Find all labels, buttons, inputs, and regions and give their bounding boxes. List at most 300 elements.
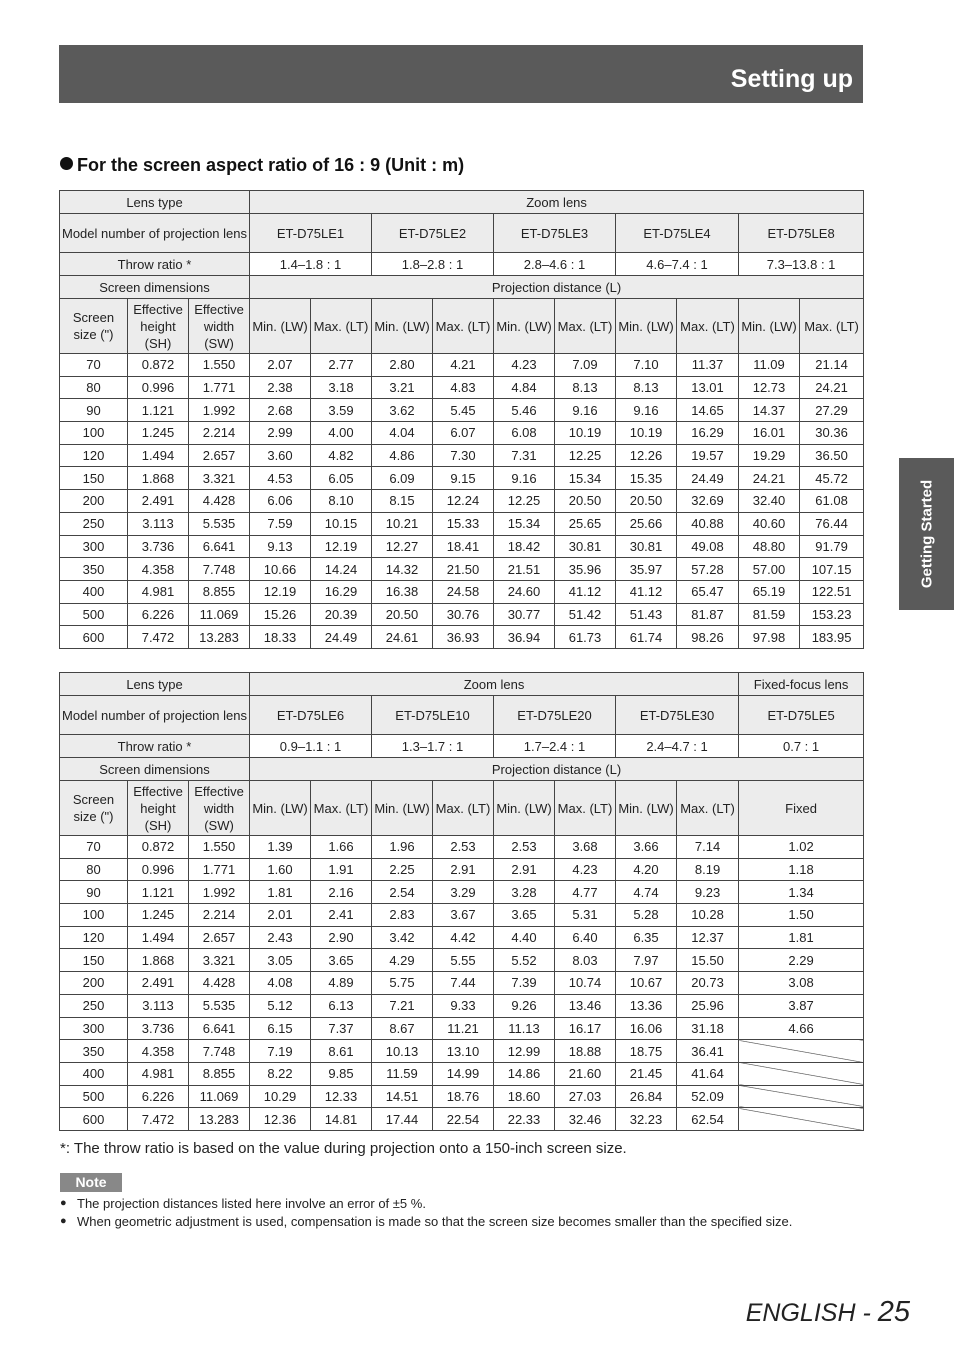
header-row-dimensions <box>60 276 864 299</box>
screen-dimensions-label: Screen dimensions <box>60 276 250 299</box>
table-cell: 2.54 <box>372 881 433 904</box>
table-cell: 70 <box>60 836 128 859</box>
table-cell: 16.38 <box>372 580 433 603</box>
table-cell: 3.87 <box>739 994 864 1017</box>
table-cell: 6.35 <box>616 926 677 949</box>
header-row-lens-type <box>60 673 864 696</box>
table-cell: 16.29 <box>677 422 739 445</box>
page-header <box>59 45 863 103</box>
table-cell: 500 <box>60 1085 128 1108</box>
table-cell: 2.657 <box>189 444 250 467</box>
table-cell: 4.428 <box>189 490 250 513</box>
table-cell: 14.65 <box>677 399 739 422</box>
table-cell: 32.69 <box>677 490 739 513</box>
table-cell: 13.283 <box>189 626 250 649</box>
side-tab <box>899 458 954 610</box>
header-row-model <box>60 696 864 735</box>
side-tab-label: Getting Started <box>918 479 935 589</box>
lens-type-label: Lens type <box>60 673 250 696</box>
table-row <box>60 1062 864 1085</box>
effective-height-label: Effective height (SH) <box>128 781 189 836</box>
table-cell: 32.46 <box>555 1108 616 1131</box>
note-item: ● When geometric adjustment is used, compensation is made so that the screen size becomes smaller than the specified size. <box>60 1213 850 1231</box>
projection-distance-label: Projection distance (L) <box>250 276 864 299</box>
table-cell: 107.15 <box>800 558 864 581</box>
table-cell: 70 <box>60 354 128 377</box>
table-row <box>60 1040 864 1063</box>
page-footer <box>746 1296 910 1329</box>
max-label: Max. (LT) <box>433 781 494 836</box>
max-label: Max. (LT) <box>433 299 494 354</box>
zoom-lens-label: Zoom lens <box>250 191 864 214</box>
table-cell: 10.66 <box>250 558 311 581</box>
table-cell <box>739 1062 864 1085</box>
table-cell: 16.01 <box>739 422 800 445</box>
table-cell: 183.95 <box>800 626 864 649</box>
header-row-columns <box>60 299 864 354</box>
table-cell: 400 <box>60 580 128 603</box>
throw-ratio-value: 1.4–1.8 : 1 <box>250 253 372 276</box>
table-cell: 2.657 <box>189 926 250 949</box>
screen-size-label: Screen size (") <box>60 299 128 354</box>
model-number: ET-D75LE1 <box>250 214 372 253</box>
max-label: Max. (LT) <box>555 781 616 836</box>
table-cell: 61.08 <box>800 490 864 513</box>
table-cell: 5.75 <box>372 972 433 995</box>
table-cell: 4.89 <box>311 972 372 995</box>
table-cell: 8.10 <box>311 490 372 513</box>
page-title: Setting up <box>730 65 853 93</box>
min-label: Min. (LW) <box>616 781 677 836</box>
model-number: ET-D75LE2 <box>372 214 494 253</box>
table-cell: 21.51 <box>494 558 555 581</box>
table-cell: 1.39 <box>250 836 311 859</box>
table-cell: 14.24 <box>311 558 372 581</box>
table-cell: 4.74 <box>616 881 677 904</box>
table-cell: 120 <box>60 444 128 467</box>
table-cell: 1.34 <box>739 881 864 904</box>
table-cell: 3.113 <box>128 512 189 535</box>
table-cell: 18.60 <box>494 1085 555 1108</box>
header-row-dimensions <box>60 758 864 781</box>
table-cell: 2.77 <box>311 354 372 377</box>
table-cell: 41.12 <box>555 580 616 603</box>
table-cell: 6.641 <box>189 535 250 558</box>
table-cell: 5.535 <box>189 994 250 1017</box>
table-cell: 7.14 <box>677 836 739 859</box>
table-cell: 7.97 <box>616 949 677 972</box>
table-cell: 35.96 <box>555 558 616 581</box>
table-cell: 350 <box>60 558 128 581</box>
table-cell: 1.550 <box>189 836 250 859</box>
table-cell: 9.15 <box>433 467 494 490</box>
model-label: Model number of projection lens <box>60 696 250 735</box>
table-1-body <box>60 354 864 649</box>
table-cell: 25.96 <box>677 994 739 1017</box>
model-number: ET-D75LE3 <box>494 214 616 253</box>
table-cell: 90 <box>60 881 128 904</box>
table-cell: 2.214 <box>189 422 250 445</box>
table-cell: 4.20 <box>616 858 677 881</box>
table-cell: 12.25 <box>494 490 555 513</box>
table-cell: 1.60 <box>250 858 311 881</box>
table-cell: 14.86 <box>494 1062 555 1085</box>
page-number: 25 <box>877 1296 910 1328</box>
table-row <box>60 490 864 513</box>
projection-distance-label: Projection distance (L) <box>250 758 864 781</box>
table-row <box>60 1108 864 1131</box>
table-cell: 1.96 <box>372 836 433 859</box>
table-cell: 3.66 <box>616 836 677 859</box>
table-row <box>60 399 864 422</box>
table-cell: 1.494 <box>128 926 189 949</box>
table-cell: 1.868 <box>128 467 189 490</box>
min-label: Min. (LW) <box>250 299 311 354</box>
throw-ratio-value: 1.8–2.8 : 1 <box>372 253 494 276</box>
table-cell: 4.981 <box>128 580 189 603</box>
footer-language: ENGLISH - <box>745 1299 878 1327</box>
table-cell: 1.868 <box>128 949 189 972</box>
table-row <box>60 972 864 995</box>
table-cell: 1.18 <box>739 858 864 881</box>
table-cell: 3.65 <box>494 904 555 927</box>
table-cell: 2.01 <box>250 904 311 927</box>
table-cell: 122.51 <box>800 580 864 603</box>
table-cell: 5.46 <box>494 399 555 422</box>
section-title <box>60 155 464 176</box>
table-cell: 11.37 <box>677 354 739 377</box>
table-cell: 24.60 <box>494 580 555 603</box>
table-cell: 3.736 <box>128 1017 189 1040</box>
table-cell: 1.771 <box>189 376 250 399</box>
table-cell: 3.28 <box>494 881 555 904</box>
table-cell: 14.32 <box>372 558 433 581</box>
table-cell: 8.855 <box>189 580 250 603</box>
table-cell: 1.121 <box>128 881 189 904</box>
table-cell: 3.21 <box>372 376 433 399</box>
table-cell: 4.42 <box>433 926 494 949</box>
table-cell: 11.21 <box>433 1017 494 1040</box>
throw-ratio-value: 2.4–4.7 : 1 <box>616 735 739 758</box>
table-cell: 15.33 <box>433 512 494 535</box>
table-cell: 8.03 <box>555 949 616 972</box>
table-cell: 36.41 <box>677 1040 739 1063</box>
table-cell: 2.29 <box>739 949 864 972</box>
table-row <box>60 994 864 1017</box>
table-cell: 1.245 <box>128 422 189 445</box>
table-cell: 18.33 <box>250 626 311 649</box>
table-cell: 600 <box>60 626 128 649</box>
table-cell: 0.872 <box>128 836 189 859</box>
throw-ratio-value: 1.3–1.7 : 1 <box>372 735 494 758</box>
table-cell: 11.069 <box>189 603 250 626</box>
table-cell: 4.21 <box>433 354 494 377</box>
table-cell: 36.93 <box>433 626 494 649</box>
table-cell: 8.13 <box>555 376 616 399</box>
table-cell: 1.91 <box>311 858 372 881</box>
table-cell: 3.60 <box>250 444 311 467</box>
table-cell: 2.491 <box>128 490 189 513</box>
table-cell: 14.51 <box>372 1085 433 1108</box>
table-cell: 9.16 <box>494 467 555 490</box>
table-cell: 65.47 <box>677 580 739 603</box>
table-cell: 81.87 <box>677 603 739 626</box>
table-cell: 30.76 <box>433 603 494 626</box>
table-cell: 20.39 <box>311 603 372 626</box>
table-cell: 3.29 <box>433 881 494 904</box>
table-cell: 6.15 <box>250 1017 311 1040</box>
table-cell: 13.283 <box>189 1108 250 1131</box>
table-cell: 13.36 <box>616 994 677 1017</box>
section-title-text: For the screen aspect ratio of 16 : 9 (Unit : m) <box>77 155 465 175</box>
table-cell: 7.19 <box>250 1040 311 1063</box>
throw-ratio-value: 1.7–2.4 : 1 <box>494 735 616 758</box>
table-cell: 10.29 <box>250 1085 311 1108</box>
table-cell: 10.13 <box>372 1040 433 1063</box>
table-cell: 18.41 <box>433 535 494 558</box>
table-cell: 24.58 <box>433 580 494 603</box>
table-cell: 18.42 <box>494 535 555 558</box>
table-row <box>60 467 864 490</box>
table-cell: 41.12 <box>616 580 677 603</box>
min-label: Min. (LW) <box>250 781 311 836</box>
header-row-throw-ratio <box>60 253 864 276</box>
table-cell: 12.19 <box>311 535 372 558</box>
table-cell <box>739 1040 864 1063</box>
table-cell: 400 <box>60 1062 128 1085</box>
table-cell: 7.31 <box>494 444 555 467</box>
table-cell: 12.36 <box>250 1108 311 1131</box>
table-cell: 600 <box>60 1108 128 1131</box>
zoom-lens-label: Zoom lens <box>250 673 739 696</box>
note-list <box>60 1195 850 1230</box>
table-cell: 200 <box>60 490 128 513</box>
table-cell: 1.121 <box>128 399 189 422</box>
table-cell: 4.86 <box>372 444 433 467</box>
table-cell: 19.29 <box>739 444 800 467</box>
table-cell: 7.472 <box>128 626 189 649</box>
table-cell: 35.97 <box>616 558 677 581</box>
table-cell: 3.05 <box>250 949 311 972</box>
table-cell: 7.44 <box>433 972 494 995</box>
table-cell: 10.19 <box>555 422 616 445</box>
table-cell: 6.09 <box>372 467 433 490</box>
table-cell: 2.38 <box>250 376 311 399</box>
table-cell: 6.07 <box>433 422 494 445</box>
table-cell: 0.996 <box>128 376 189 399</box>
table-cell: 1.771 <box>189 858 250 881</box>
table-cell: 18.75 <box>616 1040 677 1063</box>
table-cell: 31.18 <box>677 1017 739 1040</box>
table-cell: 20.50 <box>616 490 677 513</box>
header-row-throw-ratio <box>60 735 864 758</box>
table-cell: 100 <box>60 422 128 445</box>
table-cell: 4.00 <box>311 422 372 445</box>
header-row-columns <box>60 781 864 836</box>
table-cell: 8.13 <box>616 376 677 399</box>
table-cell: 3.08 <box>739 972 864 995</box>
table-cell: 120 <box>60 926 128 949</box>
table-2-body <box>60 836 864 1131</box>
table-cell: 2.491 <box>128 972 189 995</box>
table-cell: 1.81 <box>739 926 864 949</box>
table-cell: 7.748 <box>189 1040 250 1063</box>
table-cell: 32.23 <box>616 1108 677 1131</box>
table-cell: 3.321 <box>189 467 250 490</box>
table-cell: 3.18 <box>311 376 372 399</box>
table-cell: 7.472 <box>128 1108 189 1131</box>
effective-height-label: Effective height (SH) <box>128 299 189 354</box>
table-row <box>60 1017 864 1040</box>
table-cell: 76.44 <box>800 512 864 535</box>
table-cell: 21.50 <box>433 558 494 581</box>
table-cell: 1.245 <box>128 904 189 927</box>
table-row <box>60 444 864 467</box>
table-cell: 4.84 <box>494 376 555 399</box>
table-cell: 21.14 <box>800 354 864 377</box>
min-label: Min. (LW) <box>372 299 433 354</box>
projection-table-1 <box>59 190 864 649</box>
table-cell <box>739 1108 864 1131</box>
lens-type-label: Lens type <box>60 191 250 214</box>
throw-ratio-value: 0.7 : 1 <box>739 735 864 758</box>
table-cell: 2.80 <box>372 354 433 377</box>
table-cell: 32.40 <box>739 490 800 513</box>
table-cell: 90 <box>60 399 128 422</box>
table-cell: 12.27 <box>372 535 433 558</box>
table-row <box>60 558 864 581</box>
model-number: ET-D75LE20 <box>494 696 616 735</box>
table-cell: 14.81 <box>311 1108 372 1131</box>
table-cell: 2.07 <box>250 354 311 377</box>
table-cell: 15.34 <box>494 512 555 535</box>
table-cell: 10.74 <box>555 972 616 995</box>
min-label: Min. (LW) <box>494 299 555 354</box>
table-cell: 3.42 <box>372 926 433 949</box>
table-cell: 15.50 <box>677 949 739 972</box>
table-cell: 97.98 <box>739 626 800 649</box>
table-cell: 9.13 <box>250 535 311 558</box>
table-cell: 0.996 <box>128 858 189 881</box>
table-cell: 5.52 <box>494 949 555 972</box>
table-cell: 49.08 <box>677 535 739 558</box>
table-cell: 21.60 <box>555 1062 616 1085</box>
table-cell: 3.59 <box>311 399 372 422</box>
note-item: ● The projection distances listed here involve an error of ±5 %. <box>60 1195 850 1213</box>
screen-size-label: Screen size (") <box>60 781 128 836</box>
effective-width-label: Effective width (SW) <box>189 781 250 836</box>
table-cell: 12.33 <box>311 1085 372 1108</box>
table-cell: 6.08 <box>494 422 555 445</box>
table-cell: 17.44 <box>372 1108 433 1131</box>
max-label: Max. (LT) <box>555 299 616 354</box>
table-cell: 150 <box>60 467 128 490</box>
table-cell: 30.36 <box>800 422 864 445</box>
table-cell: 2.53 <box>433 836 494 859</box>
table-cell: 25.66 <box>616 512 677 535</box>
table-cell: 91.79 <box>800 535 864 558</box>
table-row <box>60 926 864 949</box>
table-cell: 61.74 <box>616 626 677 649</box>
table-cell: 48.80 <box>739 535 800 558</box>
table-cell: 4.77 <box>555 881 616 904</box>
table-cell: 11.069 <box>189 1085 250 1108</box>
table-cell: 7.10 <box>616 354 677 377</box>
table-cell: 11.59 <box>372 1062 433 1085</box>
table-cell: 2.90 <box>311 926 372 949</box>
header-row-lens-type <box>60 191 864 214</box>
table-cell: 10.21 <box>372 512 433 535</box>
table-cell: 24.61 <box>372 626 433 649</box>
table-cell: 41.64 <box>677 1062 739 1085</box>
table-cell: 98.26 <box>677 626 739 649</box>
table-cell: 0.872 <box>128 354 189 377</box>
table-cell: 8.15 <box>372 490 433 513</box>
table-cell: 8.855 <box>189 1062 250 1085</box>
table-cell: 6.05 <box>311 467 372 490</box>
table-cell: 18.76 <box>433 1085 494 1108</box>
table-cell: 8.19 <box>677 858 739 881</box>
table-cell: 3.65 <box>311 949 372 972</box>
table-cell: 2.68 <box>250 399 311 422</box>
table-cell: 7.37 <box>311 1017 372 1040</box>
table-cell: 14.99 <box>433 1062 494 1085</box>
table-cell: 5.31 <box>555 904 616 927</box>
table-cell: 20.50 <box>555 490 616 513</box>
note-badge: Note <box>60 1173 122 1192</box>
table-cell: 24.49 <box>311 626 372 649</box>
table-cell: 3.736 <box>128 535 189 558</box>
table-cell: 36.50 <box>800 444 864 467</box>
table-cell: 4.66 <box>739 1017 864 1040</box>
table-cell: 6.13 <box>311 994 372 1017</box>
table-row <box>60 626 864 649</box>
table-cell: 4.08 <box>250 972 311 995</box>
table-cell: 2.91 <box>433 858 494 881</box>
table-cell: 1.02 <box>739 836 864 859</box>
table-cell: 8.61 <box>311 1040 372 1063</box>
throw-ratio-value: 0.9–1.1 : 1 <box>250 735 372 758</box>
table-row <box>60 858 864 881</box>
table-cell: 26.84 <box>616 1085 677 1108</box>
model-number: ET-D75LE8 <box>739 214 864 253</box>
table-cell: 24.49 <box>677 467 739 490</box>
screen-dimensions-label: Screen dimensions <box>60 758 250 781</box>
table-cell: 300 <box>60 535 128 558</box>
table-cell: 4.428 <box>189 972 250 995</box>
table-cell: 12.99 <box>494 1040 555 1063</box>
throw-ratio-value: 4.6–7.4 : 1 <box>616 253 739 276</box>
table-cell: 200 <box>60 972 128 995</box>
table-cell: 7.30 <box>433 444 494 467</box>
table-cell: 40.60 <box>739 512 800 535</box>
table-cell: 10.15 <box>311 512 372 535</box>
table-cell: 7.09 <box>555 354 616 377</box>
table-row <box>60 603 864 626</box>
table-cell: 2.99 <box>250 422 311 445</box>
table-cell: 40.88 <box>677 512 739 535</box>
table-cell: 80 <box>60 858 128 881</box>
bullet-icon <box>60 157 73 170</box>
table-row <box>60 512 864 535</box>
table-cell: 9.23 <box>677 881 739 904</box>
table-cell: 1.66 <box>311 836 372 859</box>
table-cell: 4.23 <box>555 858 616 881</box>
table-cell: 65.19 <box>739 580 800 603</box>
table-cell: 9.85 <box>311 1062 372 1085</box>
table-cell: 1.550 <box>189 354 250 377</box>
table-cell: 1.494 <box>128 444 189 467</box>
